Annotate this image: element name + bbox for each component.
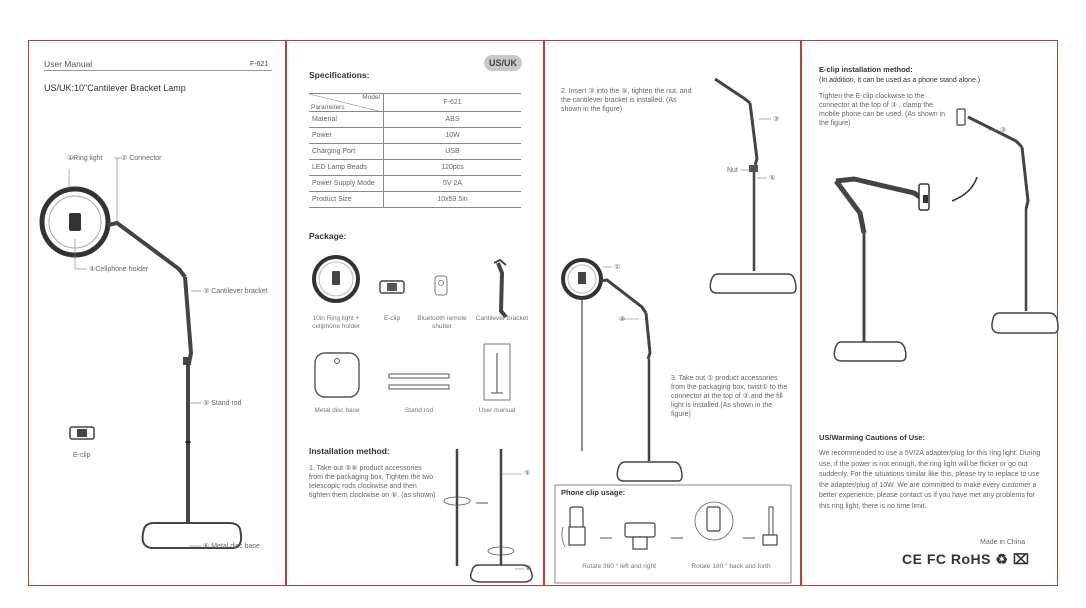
region-badge: US/UK bbox=[484, 55, 522, 71]
panel-specifications bbox=[286, 40, 544, 586]
step3-label-1: ① bbox=[614, 264, 621, 271]
install-step2: 2. Insert ③ into the ⑤, tighten the nut, and the cantilever bracket is installed. (As shown in the figure) bbox=[561, 88, 692, 113]
step3-label-3: ③ bbox=[619, 316, 626, 323]
eclip-title: E-clip installation method: bbox=[819, 65, 913, 74]
install-title: Installation method: bbox=[309, 446, 390, 456]
package-caption-user-manual: User manual bbox=[478, 407, 516, 414]
package-title: Package: bbox=[309, 231, 347, 241]
panel-installation bbox=[544, 40, 801, 586]
eclip-subtitle: (In addition, it can be used as a phone stand alone.) bbox=[819, 77, 981, 84]
spec-value: USB bbox=[384, 144, 522, 160]
certification-marks: CE FC RoHS ♻ ⌧ bbox=[902, 551, 1030, 567]
label-stand-rod: ⑤ Stand rod bbox=[203, 400, 242, 407]
install-step1: 1. Take out ⑤⑥ product accessories from the packaging box, Tighten the two telescopic rods clockwise and then tighten them clockwise on ⑥. (as shown) bbox=[309, 465, 436, 499]
install-label-6: ⑥ bbox=[525, 565, 532, 572]
rotate-360-caption: Rotate 360 ° left and right bbox=[582, 563, 656, 570]
install-label-5: ⑤ bbox=[524, 470, 531, 477]
package-caption-remote: Bluetooth remote shutter bbox=[417, 315, 467, 330]
eclip-label-3: ③ bbox=[1000, 127, 1007, 134]
package-caption-ring-light: 10in Ring light + cellphone holder bbox=[312, 315, 360, 330]
spec-key: Material bbox=[309, 112, 384, 128]
panel-eclip-warnings bbox=[801, 40, 1058, 586]
spec-key: Power Supply Mode bbox=[309, 176, 384, 192]
label-cellphone-holder: ④Cellphone holder bbox=[89, 266, 149, 273]
spec-value: 5V 2A bbox=[384, 176, 522, 192]
lamp-illustration bbox=[29, 41, 287, 587]
spec-key: LED Lamp Beads bbox=[309, 160, 384, 176]
eclip-instructions: Tighten the E-clip clockwise to the connector at the top of ③ , clamp the mobile phone can be used. (As shown in the figure) bbox=[819, 93, 946, 127]
spec-value: 120pcs bbox=[384, 160, 522, 176]
package-caption-stand-rod: Stand rod bbox=[404, 407, 434, 414]
step2-label-5: ⑤ bbox=[769, 175, 776, 182]
spec-title: Specifications: bbox=[309, 70, 370, 80]
spec-header-model: Model bbox=[362, 94, 380, 101]
label-cantilever-bracket: ③ Cantilever bracket bbox=[203, 288, 268, 295]
phone-clip-title: Phone clip usage: bbox=[561, 488, 626, 497]
spec-key: Product Size bbox=[309, 192, 384, 208]
installation-illustrations bbox=[545, 41, 802, 587]
spec-key: Power bbox=[309, 128, 384, 144]
install-step3: 3. Take out ① product accessories from the packaging box, twist① to the connector at the top of ③,and the fill light is installed.(As shown in the figure) bbox=[671, 375, 788, 418]
package-caption-eclip: E-clip bbox=[383, 315, 401, 322]
made-in-label: Made in China bbox=[980, 539, 1026, 546]
rotate-180-caption: Rotate 180 ° back and forth bbox=[691, 563, 771, 570]
warning-text: We recommended to use a 5V/2A adapter/plug for this ring light. During use, if the power is not enough, the ring light will be flicker or go out suddenly. For the situations similar like this, please try to replace to use the adapter/plug of 10W. We are committed to make every customer a better experience, please contact us if you have met any problems for this ring light, there is no time limit. bbox=[819, 450, 1041, 510]
package-caption-metal-disc: Metal disc base bbox=[314, 407, 360, 414]
spec-value: 10W bbox=[384, 128, 522, 144]
page-title: US/UK:10"Cantilever Bracket Lamp bbox=[44, 83, 186, 93]
panel-cover bbox=[28, 40, 286, 586]
warning-title: US/Warming Cautions of Use: bbox=[819, 433, 925, 442]
spec-value: ABS bbox=[384, 112, 522, 128]
label-ring-light: ①Ring light bbox=[67, 155, 103, 162]
model-number: F-621 bbox=[250, 61, 269, 68]
step2-label-3: ③ bbox=[773, 116, 780, 123]
label-connector: ② Connector bbox=[121, 155, 162, 162]
spec-key: Charging Port bbox=[309, 144, 384, 160]
label-eclip: E-clip bbox=[73, 452, 91, 459]
package-caption-cantilever: Cantilever bracket bbox=[475, 315, 529, 322]
spec-value: 10x59.5in bbox=[384, 192, 522, 208]
nut-label: Nut bbox=[727, 167, 738, 174]
spec-header-value: F-621 bbox=[384, 94, 522, 112]
spec-header-parameters: Parameters bbox=[311, 104, 345, 111]
header-user-manual: User Manual bbox=[44, 59, 93, 69]
package-illustrations bbox=[287, 41, 545, 587]
label-metal-disc-base: ⑥ Metal disc base bbox=[203, 543, 260, 550]
